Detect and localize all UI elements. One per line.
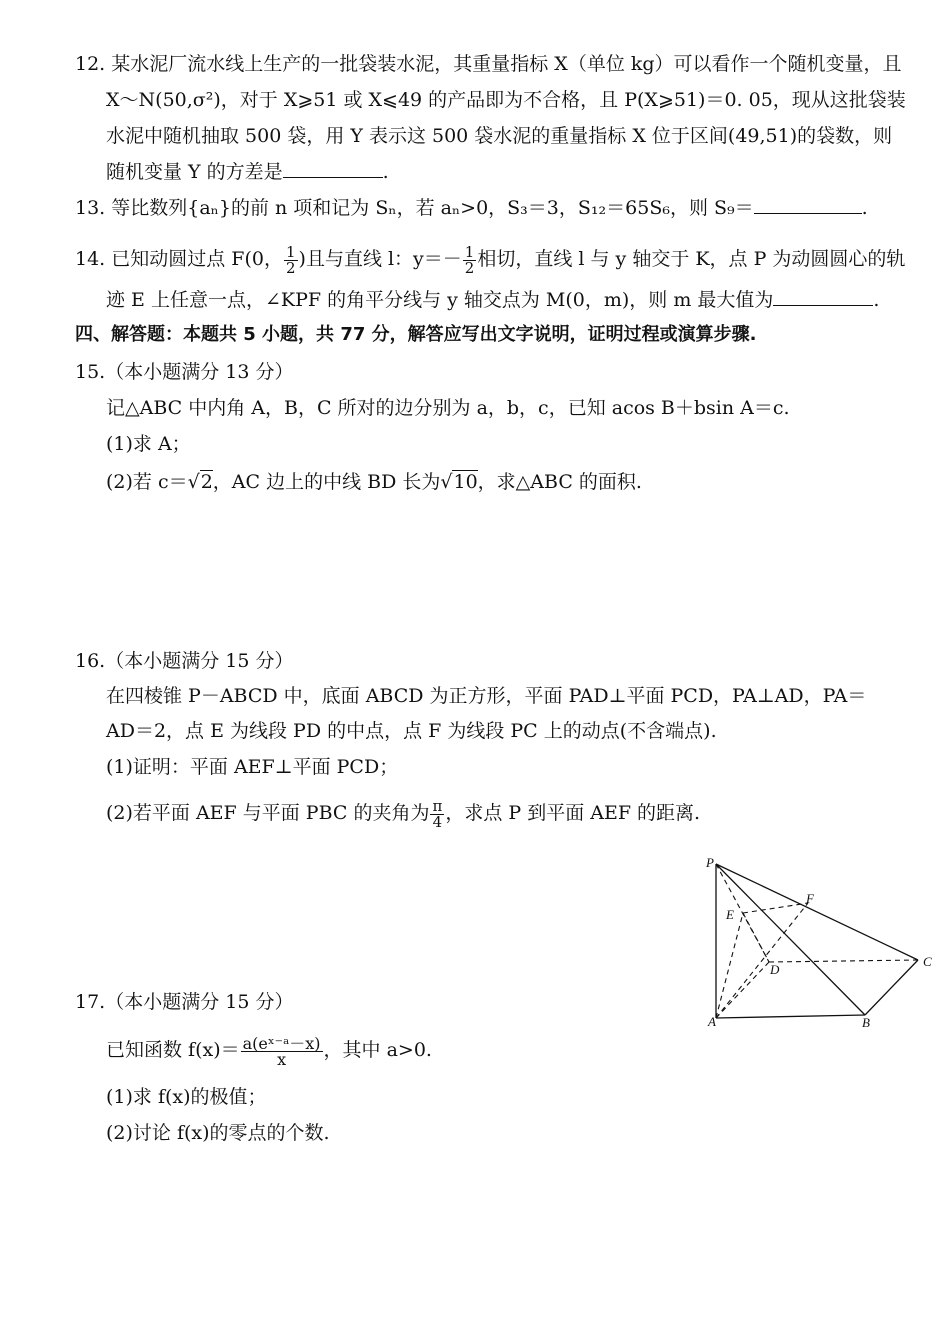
q16-line-2: AD＝2，点 E 为线段 PD 的中点，点 F 为线段 PC 上的动点(不含端点). bbox=[106, 720, 717, 742]
vertex-label-a: A bbox=[708, 1014, 716, 1029]
vertex-label-f: F bbox=[806, 891, 814, 906]
q17-heading: 17.（本小题满分 15 分） bbox=[75, 991, 294, 1013]
q12-line-4 bbox=[106, 160, 389, 184]
q15-stem: 记△ABC 中内角 A，B，C 所对的边分别为 a，b，c，已知 acos B＋bsin A＝c. bbox=[106, 397, 790, 419]
q16-part-1: (1)证明：平面 AEF⊥平面 PCD； bbox=[106, 756, 399, 778]
q16-part-2-a: (2)若平面 AEF 与平面 PBC 的夹角为 bbox=[106, 802, 430, 824]
fraction-numerator: a(eˣ⁻ᵃ－x) bbox=[242, 1033, 321, 1053]
q15-part-2-b: ，AC 边上的中线 BD 长为√ bbox=[212, 471, 453, 493]
q14-period: . bbox=[873, 289, 880, 311]
q14-text-b: )且与直线 l：y＝－ bbox=[298, 248, 462, 270]
fraction-denominator: 4 bbox=[432, 812, 443, 831]
q17-part-2: (2)讨论 f(x)的零点的个数. bbox=[106, 1122, 330, 1144]
fraction-half-2 bbox=[463, 242, 477, 277]
fraction-pi-over-4 bbox=[430, 796, 444, 831]
vertex-label-d: D bbox=[770, 962, 780, 977]
q13-period: . bbox=[861, 197, 868, 219]
fraction-denominator: 2 bbox=[285, 258, 296, 277]
vertex-label-c: C bbox=[923, 954, 932, 969]
q16-line-1: 在四棱锥 P－ABCD 中，底面 ABCD 为正方形，平面 PAD⊥平面 PCD，PA⊥AD，PA＝ bbox=[106, 685, 867, 707]
q13-line bbox=[75, 196, 868, 220]
q14-text-c: 相切，直线 l 与 y 轴交于 K，点 P 为动圆圆心的轨 bbox=[477, 248, 906, 270]
q16-part-2 bbox=[106, 794, 700, 832]
q17-stem-a: 已知函数 f(x)＝ bbox=[106, 1039, 240, 1061]
q12-line-4-text: 随机变量 Y 的方差是 bbox=[106, 161, 283, 183]
q14-line-1 bbox=[75, 240, 905, 278]
function-fraction bbox=[241, 1033, 323, 1069]
q15-heading: 15.（本小题满分 13 分） bbox=[75, 361, 294, 383]
vertex-label-p: P bbox=[706, 855, 714, 870]
q15-part-2-a: (2)若 c＝√ bbox=[106, 471, 200, 493]
q16-heading: 16.（本小题满分 15 分） bbox=[75, 650, 294, 672]
q14-line-2 bbox=[106, 288, 879, 312]
q13-text: 13. 等比数列{aₙ}的前 n 项和记为 Sₙ，若 aₙ>0，S₃＝3，S₁₂＝65S₆，则 S₉＝ bbox=[75, 197, 754, 219]
vertex-label-e: E bbox=[726, 907, 734, 922]
fraction-denominator: 2 bbox=[464, 258, 475, 277]
q16-part-2-b: ，求点 P 到平面 AEF 的距离. bbox=[445, 802, 701, 824]
q12-line-3: 水泥中随机抽取 500 袋，用 Y 表示这 500 袋水泥的重量指标 X 位于区间(49,51)的袋数，则 bbox=[106, 125, 893, 147]
fraction-numerator: 1 bbox=[285, 242, 296, 261]
vertex-label-b: B bbox=[862, 1015, 870, 1030]
pyramid-figure bbox=[700, 850, 940, 1035]
q12-line-2: X～N(50,σ²)，对于 X⩾51 或 X⩽49 的产品即为不合格，且 P(X⩾51)＝0. 05，现从这批袋装 bbox=[106, 89, 906, 111]
q17-part-1: (1)求 f(x)的极值； bbox=[106, 1086, 267, 1108]
fraction-half-1 bbox=[284, 242, 298, 277]
q12-line-1: 12. 某水泥厂流水线上生产的一批袋装水泥，其重量指标 X（单位 kg）可以看作一个随机变量，且 bbox=[75, 53, 902, 75]
q15-part-2-c: ，求△ABC 的面积. bbox=[477, 471, 642, 493]
q14-text-a: 14. 已知动圆过点 F(0， bbox=[75, 248, 283, 270]
fraction-numerator: 1 bbox=[464, 242, 475, 261]
q15-part-1: (1)求 A； bbox=[106, 433, 191, 455]
q15-part-2 bbox=[106, 470, 642, 494]
fraction-numerator: π bbox=[432, 796, 443, 815]
q17-stem-b: ，其中 a>0. bbox=[323, 1039, 432, 1061]
q14-text-d: 迹 E 上任意一点，∠KPF 的角平分线与 y 轴交点为 M(0，m)，则 m 最大值为 bbox=[106, 289, 774, 311]
q17-stem bbox=[106, 1030, 432, 1070]
radicand-10: 10 bbox=[453, 471, 478, 493]
section-4-heading: 四、解答题：本题共 5 小题，共 77 分，解答应写出文字说明，证明过程或演算步骤. bbox=[75, 324, 757, 345]
answer-blank bbox=[754, 212, 862, 214]
fraction-denominator: x bbox=[277, 1049, 287, 1069]
answer-blank bbox=[283, 176, 383, 178]
answer-blank bbox=[773, 304, 873, 306]
radicand-2: 2 bbox=[200, 471, 213, 493]
q12-period: . bbox=[382, 161, 389, 183]
